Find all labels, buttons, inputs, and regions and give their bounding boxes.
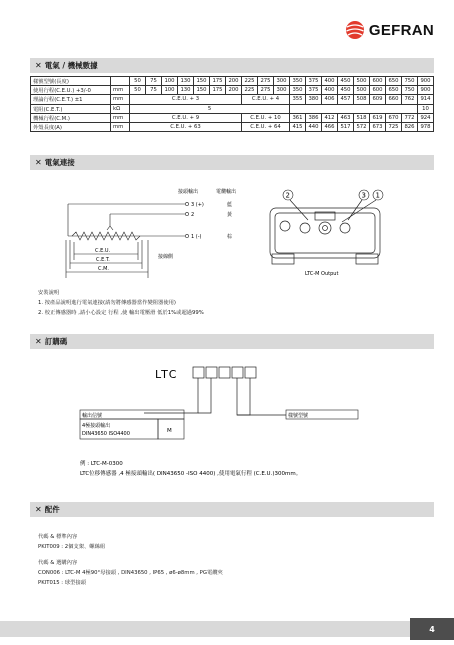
table-cell: 660 [386,95,402,104]
table-cell: 924 [418,113,434,122]
table-cell: 500 [354,86,370,95]
wiring-col2-label: 電纜輸出 [216,189,237,195]
accessories-optional-title: 代碼 & 選購內容 [38,560,78,566]
header-cell: 500 [354,77,370,86]
table-cell: 450 [338,86,354,95]
connector-label: LTC-M Output [305,271,339,277]
merged-cell: 5 [130,104,290,113]
header-cell: 200 [226,77,242,86]
svg-text:1: 1 [375,191,380,200]
section-marker-icon: ✕ [35,158,42,167]
row-label: 使用行程(C.E.U.) +3/-0 [31,86,111,95]
table-cell: 200 [226,86,242,95]
output-signal-code: M [167,428,172,434]
row-label: 理論行程(C.E.T.) ±1 [31,95,111,104]
wiring-diagram [30,180,434,290]
order-example-1: 例 : LTC-M-0300 [80,461,123,467]
table-cell: 275 [258,86,274,95]
header-cell: 400 [322,77,338,86]
svg-text:2: 2 [191,212,195,218]
table-cell: 412 [322,113,338,122]
row-label: 樣號型號(長度) [31,77,111,86]
merged-cell: C.E.U. + 64 [242,122,290,131]
model-length-label: 樣號型號 [288,413,309,419]
table-cell: 406 [322,95,338,104]
table-cell: 673 [370,122,386,131]
section-order [30,334,434,349]
footer-bar [0,621,454,637]
table-cell: 361 [290,113,306,122]
table-cell: 914 [418,95,434,104]
header-cell: 650 [386,77,402,86]
install-note-2: 2. 校正傳感器時 ,請小心設定 行程 ,使 輸出電壓滑 低於1%或超過99% [38,310,204,316]
section-marker-icon: ✕ [35,505,42,514]
unit-cell: kΩ [111,104,130,113]
svg-text:2: 2 [285,191,290,200]
merged-cell: C.E.U. + 63 [130,122,242,131]
table-row [31,104,434,113]
table-cell: 50 [130,86,146,95]
table-cell: 375 [306,86,322,95]
accessory-item: PKIT015 : 球型接頭 [38,580,86,586]
table-cell: 772 [402,113,418,122]
pin-3 [185,201,232,208]
table-cell: 457 [338,95,354,104]
section-electrical [30,155,434,170]
section-marker-icon: ✕ [35,61,42,70]
table-cell: 750 [402,86,418,95]
table-cell: 725 [386,122,402,131]
order-code-diagram [30,355,434,505]
section-marker-icon: ✕ [35,337,42,346]
table-cell: 518 [354,113,370,122]
merged-cell: C.E.U. + 9 [130,113,242,122]
header-cell: 350 [290,77,306,86]
brand-logo [345,20,434,40]
empty-cell [290,104,418,113]
order-example-2: LTC位移傳感器 ,4 極接頭輸出( DIN43650 -ISO 4400) ,使用電氣行程 (C.E.U.)300mm。 [80,471,302,477]
table-cell: 650 [386,86,402,95]
table-cell: 762 [402,95,418,104]
row-label: 外殼長度(A) [31,122,111,131]
dim-cet: C.E.T. [96,257,110,263]
callout-3 [359,190,369,200]
row-label: 電阻(C.E.T.) [31,104,111,113]
install-note-1: 1. 按產品說明進行電氣連接(請勿將傳感器當作變阻器使用) [38,300,176,306]
table-cell: 355 [290,95,306,104]
order-prefix: LTC [155,368,178,381]
header-cell: 375 [306,77,322,86]
table-cell: 150 [194,86,210,95]
install-notes-title: 安裝說明 [38,290,60,296]
table-cell: 380 [306,95,322,104]
table-cell: 900 [418,86,434,95]
row-label: 機械行程(C.M.) [31,113,111,122]
table-cell: 350 [290,86,306,95]
svg-text:3: 3 [361,191,366,200]
unit-cell: mm [111,113,130,122]
table-cell: 386 [306,113,322,122]
table-cell: 175 [210,86,226,95]
table-cell: 225 [242,86,258,95]
output-signal-head: 輸出信號 [82,413,103,419]
table-cell: 826 [402,122,418,131]
table-cell: 415 [290,122,306,131]
svg-text:1 (-): 1 (-) [191,234,202,240]
callout-2 [283,190,293,200]
table-cell: 572 [354,122,370,131]
section-title: 電氣 / 機械數據 [44,61,98,70]
table-cell: 508 [354,95,370,104]
table-cell: 100 [162,86,178,95]
unit-cell: mm [111,122,130,131]
wiring-col1-label: 接頭輸出 [178,189,199,195]
table-row [31,86,434,95]
svg-text:棕: 棕 [227,234,233,240]
header-cell: 130 [178,77,194,86]
mech-table [30,76,434,132]
section-accessories [30,502,434,517]
merged-cell: C.E.U. + 4 [242,95,290,104]
svg-text:黃: 黃 [227,212,233,218]
section-mechanical [30,58,434,73]
output-signal-desc2: DIN43650 ISO4400 [82,431,130,437]
header-cell: 175 [210,77,226,86]
table-cell: 609 [370,95,386,104]
svg-text:3 (+): 3 (+) [191,202,204,208]
table-cell: 10 [418,104,434,113]
dim-cm: C.M. [98,266,109,272]
brand-name: GEFRAN [368,21,434,39]
accessory-item: CON006 : LTC-M 4極90°母接頭 , DIN43650 , IP65 , ø6-ø8mm , PG電纜夾 [38,570,223,576]
dim-ceu: C.E.U. [95,248,111,254]
unit-cell: mm [111,86,130,95]
table-cell: 400 [322,86,338,95]
header-cell: 50 [130,77,146,86]
unit-cell: mm [111,95,130,104]
table-cell: 619 [370,113,386,122]
potentiometer-schematic [66,204,185,278]
header-cell: 275 [258,77,274,86]
table-cell: 978 [418,122,434,131]
unit-cell [111,77,130,86]
pin-2 [185,211,233,218]
callout-1 [373,190,383,200]
table-cell: 440 [306,122,322,131]
header-cell: 300 [274,77,290,86]
header-cell: 600 [370,77,386,86]
table-cell: 300 [274,86,290,95]
table-row [31,113,434,122]
table-cell: 517 [338,122,354,131]
table-cell: 75 [146,86,162,95]
page-number: 4 [410,618,454,640]
header-cell: 100 [162,77,178,86]
header-cell: 750 [402,77,418,86]
table-cell: 466 [322,122,338,131]
gefran-globe-icon [345,20,365,40]
header-cell: 900 [418,77,434,86]
connector-drawing [270,200,380,264]
accessories-list [38,532,223,588]
merged-cell: C.E.U. + 3 [130,95,242,104]
table-header-row [31,77,434,86]
header-cell: 150 [194,77,210,86]
connector-side-label: 接線側 [158,254,174,260]
table-row [31,122,434,131]
table-cell: 670 [386,113,402,122]
pin-1 [185,233,232,240]
table-cell: 130 [178,86,194,95]
header-cell: 450 [338,77,354,86]
header-cell: 225 [242,77,258,86]
section-title: 訂購碼 [44,337,68,346]
svg-text:藍: 藍 [227,202,233,208]
accessories-standard-title: 代碼 & 標準內容 [38,534,78,540]
accessory-item: PKIT009 : 2個支架、螺絲組 [38,544,106,550]
section-title: 配件 [44,505,60,514]
table-cell: 600 [370,86,386,95]
install-notes [38,288,204,318]
table-cell: 463 [338,113,354,122]
header-cell: 75 [146,77,162,86]
section-title: 電氣連接 [44,158,75,167]
output-signal-desc1: 4極接頭輸出 [82,423,111,429]
merged-cell: C.E.U. + 10 [242,113,290,122]
table-row [31,95,434,104]
